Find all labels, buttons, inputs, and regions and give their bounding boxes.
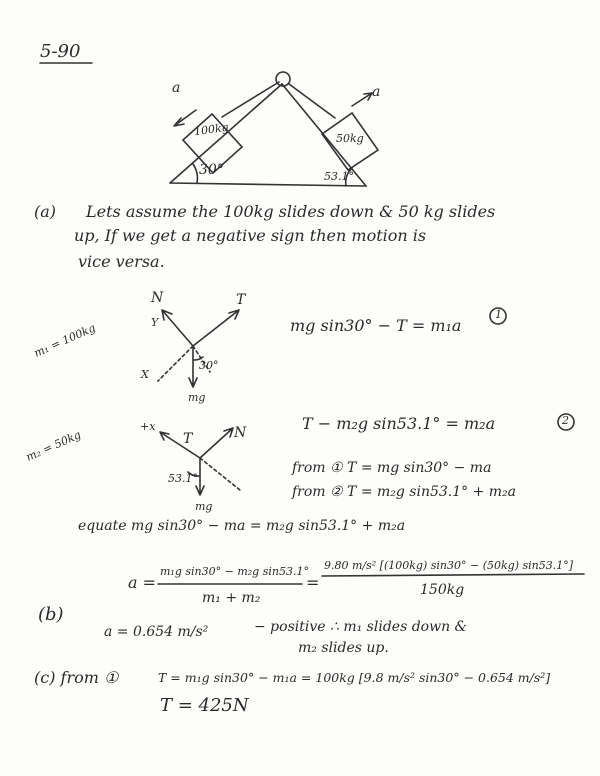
problem-number: 5-90	[40, 41, 81, 62]
accel-numerator-2: 9.80 m/s² [(100kg) sin30° − (50kg) sin53.1°]	[324, 559, 574, 572]
fbd2-n-label: N	[234, 425, 247, 441]
fbd2-normal-arrow-icon	[200, 428, 233, 458]
fbd1-angle-label: 30°	[199, 359, 219, 372]
fbd2-tension-arrow-icon	[160, 432, 200, 458]
fbd1-normal-arrow-icon	[162, 310, 193, 346]
from-line-2: from ② T = m₂g sin53.1° + m₂a	[292, 484, 517, 500]
fbd1-equation: mg sin30° − T = m₁a	[290, 316, 462, 335]
incline-base	[170, 183, 366, 186]
fbd2-mass-label: m₂ = 50kg	[24, 428, 83, 464]
fbd1-weight-arrow-icon	[189, 346, 197, 387]
part-c-label: (c) from ①	[34, 668, 119, 687]
fbd2-plus-x-label: +x	[140, 420, 156, 433]
accel-lhs: a =	[128, 573, 157, 592]
accel-arrow-right-icon	[352, 93, 372, 106]
accel-numerator: m₁g sin30° − m₂g sin53.1°	[160, 565, 309, 578]
part-c-result: T = 425N	[160, 695, 249, 716]
from-line-1: from ① T = mg sin30° − ma	[292, 460, 492, 476]
part-b-note-1: − positive ∴ m₁ slides down &	[254, 619, 468, 635]
fbd1-n-label: N	[151, 290, 164, 306]
fbd2-eq-number: 2	[562, 414, 569, 427]
pulley-icon	[276, 72, 290, 86]
fbd1-eq-number: 1	[495, 308, 502, 321]
figure-accel-right-label: a	[372, 84, 381, 100]
figure-block-50kg-label: 50kg	[336, 132, 364, 145]
fbd2-dashed-line	[200, 458, 240, 490]
angle-arc-left	[193, 164, 197, 183]
fbd1-tension-arrow-icon	[193, 310, 239, 346]
part-a-label: (a)	[34, 202, 57, 221]
part-a-line1: Lets assume the 100kg slides down & 50 kg slides	[86, 202, 496, 221]
fbd2-equation: T − m₂g sin53.1° = m₂a	[302, 414, 496, 433]
accel-equals: =	[306, 573, 320, 592]
accel-denominator: m₁ + m₂	[202, 590, 261, 606]
fbd1-mass-label: m₁ = 100kg	[32, 321, 98, 360]
figure-accel-left-label: a	[172, 80, 181, 96]
part-b-result: a = 0.654 m/s²	[104, 624, 209, 640]
fbd2-mg-label: mg	[195, 500, 213, 513]
figure-block-100kg-label: 100kg	[193, 120, 230, 139]
fbd1-sketch	[158, 310, 239, 387]
part-b-note-2: m₂ slides up.	[298, 640, 389, 656]
part-b-label: (b)	[38, 604, 64, 625]
fbd1-t-label: T	[236, 292, 246, 308]
figure-angle-right: 53.1°	[324, 170, 354, 183]
fbd1-mg-label: mg	[188, 391, 206, 404]
fbd1-x-axis-dashed	[158, 346, 193, 381]
equate-line: equate mg sin30° − ma = m₂g sin53.1° + m₂a	[78, 518, 406, 534]
fbd2-t-label: T	[183, 431, 193, 447]
fbd1-y-label: Y	[151, 316, 159, 329]
fraction-bar-2	[322, 574, 584, 576]
figure-angle-left: 30°	[199, 162, 224, 178]
part-c-equation: T = m₁g sin30° − m₁a = 100kg [9.8 m/s² sin30° − 0.654 m/s²]	[158, 670, 551, 685]
accel-denominator-2: 150kg	[420, 582, 465, 598]
part-a-line3: vice versa.	[78, 252, 165, 271]
accel-arrow-left-icon	[174, 110, 196, 126]
fbd1-x-label: X	[141, 368, 149, 381]
part-a-line2: up, If we get a negative sign then motion is	[74, 226, 427, 245]
fbd2-angle-label: 53.1°	[168, 472, 198, 485]
